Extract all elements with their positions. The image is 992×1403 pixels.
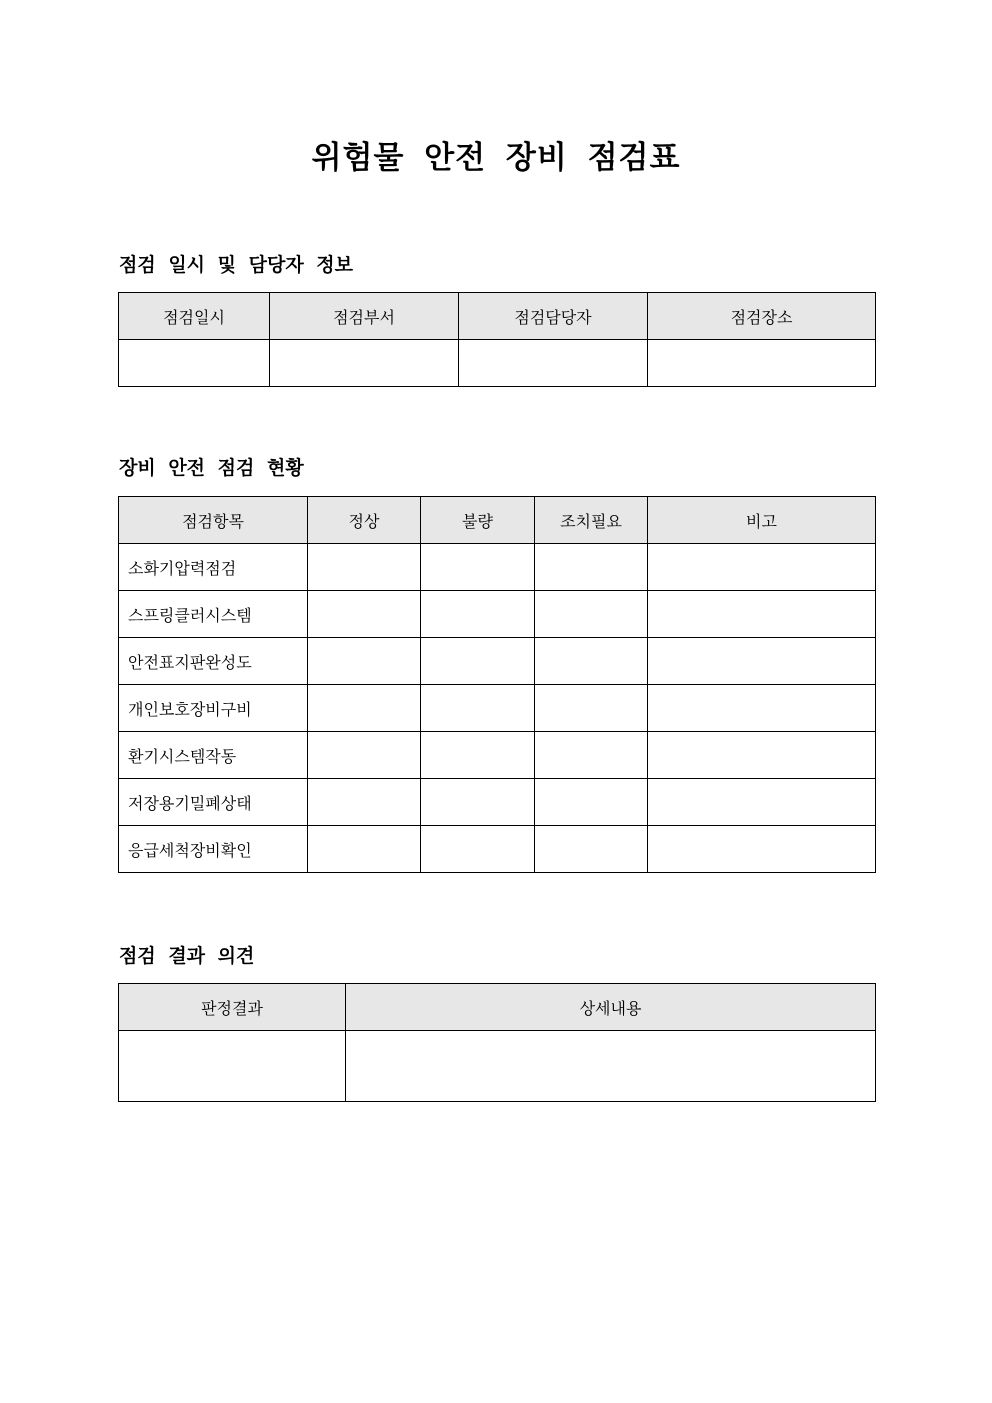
defective-cell[interactable] xyxy=(421,826,535,873)
table-header-row xyxy=(119,984,876,1031)
item-label: 스프링클러시스템 xyxy=(119,591,308,638)
defective-cell[interactable] xyxy=(421,544,535,591)
column-header-verdict: 판정결과 xyxy=(119,984,346,1031)
table-row xyxy=(119,591,876,638)
normal-cell[interactable] xyxy=(308,638,421,685)
table-header-row xyxy=(119,293,876,340)
date-field[interactable] xyxy=(119,340,270,387)
inspector-field[interactable] xyxy=(459,340,648,387)
column-header-defective: 불량 xyxy=(421,497,535,544)
table-row xyxy=(119,340,876,387)
info-table xyxy=(118,292,876,387)
table-row xyxy=(119,779,876,826)
table-row xyxy=(119,544,876,591)
column-header-details: 상세내용 xyxy=(346,984,876,1031)
column-header-department: 점검부서 xyxy=(270,293,459,340)
normal-cell[interactable] xyxy=(308,826,421,873)
column-header-action-required: 조치필요 xyxy=(535,497,648,544)
defective-cell[interactable] xyxy=(421,685,535,732)
item-label: 응급세척장비확인 xyxy=(119,826,308,873)
details-field[interactable] xyxy=(346,1031,876,1102)
table-row xyxy=(119,732,876,779)
section-heading-result: 점검 결과 의견 xyxy=(119,945,255,967)
page-title: 위험물 안전 장비 점검표 xyxy=(311,140,681,176)
column-header-date: 점검일시 xyxy=(119,293,270,340)
remarks-cell[interactable] xyxy=(648,826,876,873)
remarks-cell[interactable] xyxy=(648,685,876,732)
defective-cell[interactable] xyxy=(421,638,535,685)
action-required-cell[interactable] xyxy=(535,732,648,779)
normal-cell[interactable] xyxy=(308,732,421,779)
item-label: 환기시스템작동 xyxy=(119,732,308,779)
item-label: 안전표지판완성도 xyxy=(119,638,308,685)
action-required-cell[interactable] xyxy=(535,591,648,638)
column-header-item: 점검항목 xyxy=(119,497,308,544)
action-required-cell[interactable] xyxy=(535,638,648,685)
item-label: 소화기압력점검 xyxy=(119,544,308,591)
column-header-normal: 정상 xyxy=(308,497,421,544)
column-header-inspector: 점검담당자 xyxy=(459,293,648,340)
remarks-cell[interactable] xyxy=(648,591,876,638)
verdict-field[interactable] xyxy=(119,1031,346,1102)
remarks-cell[interactable] xyxy=(648,638,876,685)
action-required-cell[interactable] xyxy=(535,685,648,732)
table-row xyxy=(119,685,876,732)
item-label: 저장용기밀폐상태 xyxy=(119,779,308,826)
action-required-cell[interactable] xyxy=(535,544,648,591)
column-header-location: 점검장소 xyxy=(648,293,876,340)
table-row xyxy=(119,638,876,685)
normal-cell[interactable] xyxy=(308,544,421,591)
department-field[interactable] xyxy=(270,340,459,387)
result-table xyxy=(118,983,876,1102)
normal-cell[interactable] xyxy=(308,779,421,826)
item-label: 개인보호장비구비 xyxy=(119,685,308,732)
remarks-cell[interactable] xyxy=(648,544,876,591)
table-header-row xyxy=(119,497,876,544)
section-heading-info: 점검 일시 및 담당자 정보 xyxy=(119,254,353,276)
normal-cell[interactable] xyxy=(308,591,421,638)
action-required-cell[interactable] xyxy=(535,779,648,826)
defective-cell[interactable] xyxy=(421,591,535,638)
location-field[interactable] xyxy=(648,340,876,387)
action-required-cell[interactable] xyxy=(535,826,648,873)
column-header-remarks: 비고 xyxy=(648,497,876,544)
remarks-cell[interactable] xyxy=(648,732,876,779)
section-heading-status: 장비 안전 점검 현황 xyxy=(119,457,304,479)
status-table xyxy=(118,496,876,873)
defective-cell[interactable] xyxy=(421,779,535,826)
remarks-cell[interactable] xyxy=(648,779,876,826)
table-row xyxy=(119,826,876,873)
table-row xyxy=(119,1031,876,1102)
normal-cell[interactable] xyxy=(308,685,421,732)
defective-cell[interactable] xyxy=(421,732,535,779)
